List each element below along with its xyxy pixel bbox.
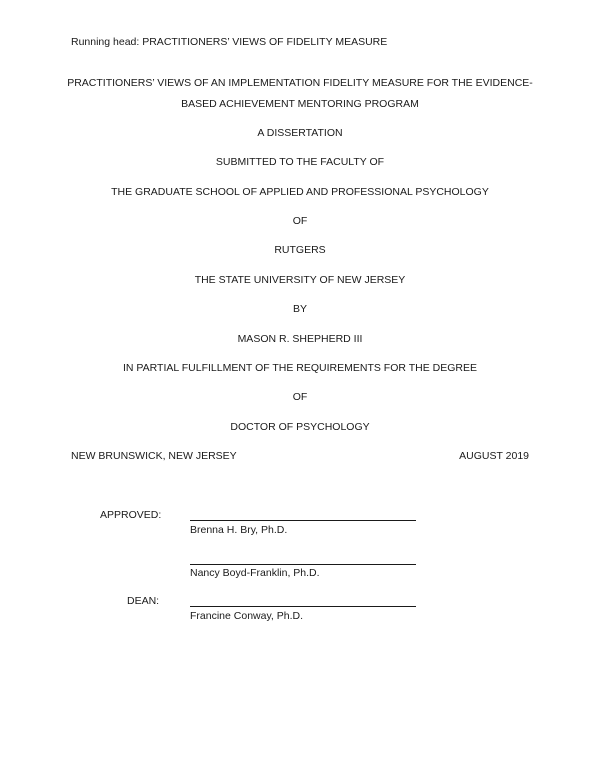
state-university-line: THE STATE UNIVERSITY OF NEW JERSEY [194,274,406,286]
approver-1-name: Brenna H. Bry, Ph.D. [190,524,288,536]
dissertation-label: A DISSERTATION [257,127,343,139]
location: NEW BRUNSWICK, NEW JERSEY [71,450,237,462]
dean-name: Francine Conway, Ph.D. [190,610,304,622]
date: AUGUST 2019 [459,450,529,462]
university-line: RUTGERS [274,244,326,256]
school-line: THE GRADUATE SCHOOL OF APPLIED AND PROFESSIONAL PSYCHOLOGY [111,186,489,198]
by-line: BY [292,303,307,315]
signature-line-2 [190,564,416,565]
fulfillment-line: IN PARTIAL FULFILLMENT OF THE REQUIREMENTS FOR THE DEGREE [123,362,477,374]
signature-line-3 [190,606,416,607]
running-head: Running head: PRACTITIONERS’ VIEWS OF FIDELITY MEASURE [71,36,388,48]
degree-line: DOCTOR OF PSYCHOLOGY [230,421,370,433]
of-line-1: OF [292,215,308,227]
approved-label: APPROVED: [100,509,162,521]
dean-label: DEAN: [127,595,160,607]
submitted-line: SUBMITTED TO THE FACULTY OF [215,156,385,168]
title-line-1: PRACTITIONERS’ VIEWS OF AN IMPLEMENTATION FIDELITY MEASURE FOR THE EVIDENCE- [67,77,533,89]
of-line-2: OF [292,391,308,403]
approver-2-name: Nancy Boyd-Franklin, Ph.D. [190,567,320,579]
author-name: MASON R. SHEPHERD III [237,333,363,345]
signature-line-1 [190,520,416,521]
title-line-2: BASED ACHIEVEMENT MENTORING PROGRAM [181,98,419,110]
